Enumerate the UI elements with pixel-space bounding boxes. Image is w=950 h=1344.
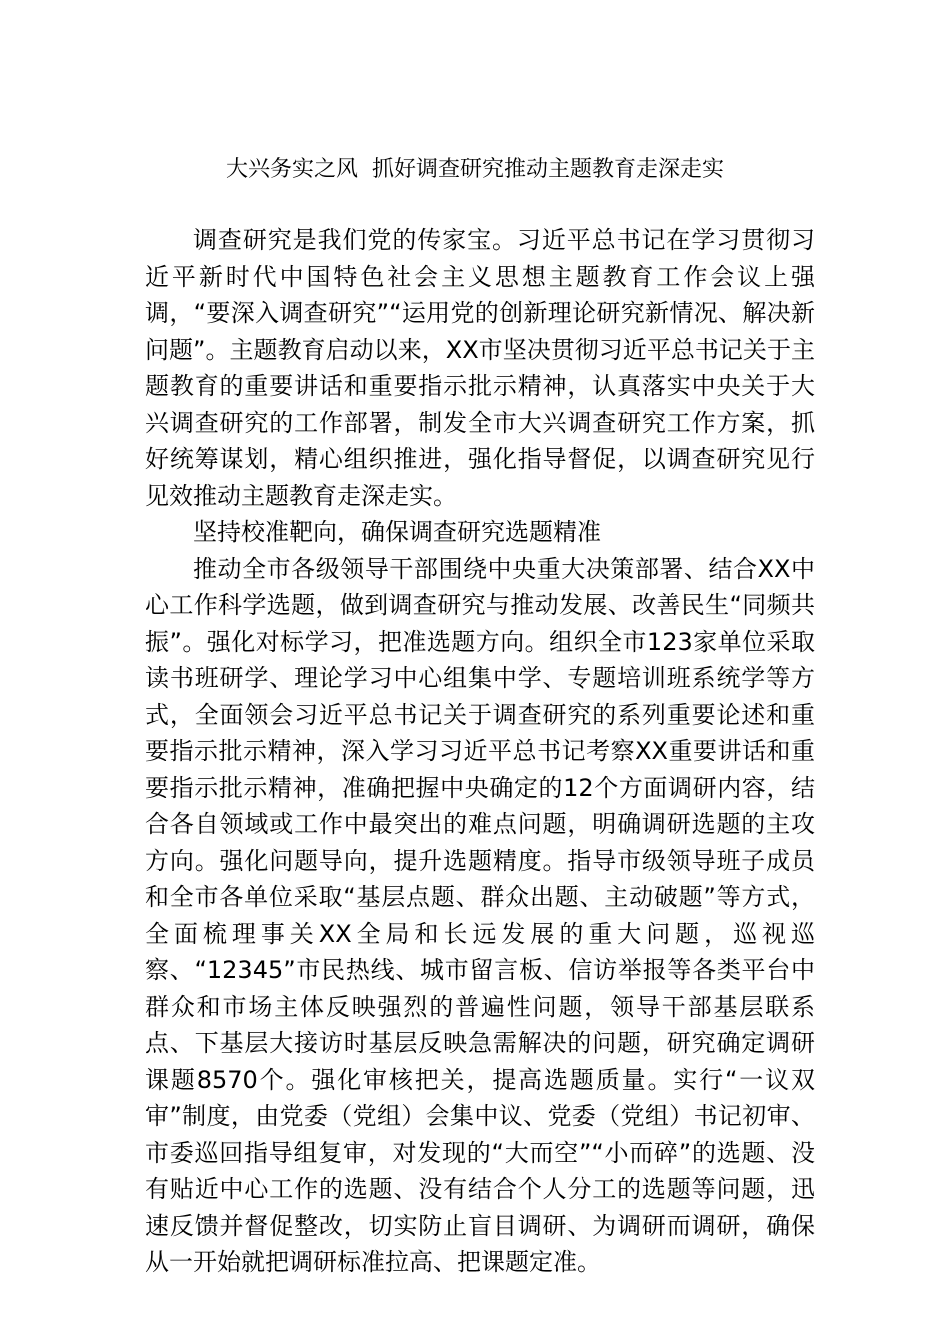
section-paragraph: 推动全市各级领导干部围绕中央重大决策部署、结合XX中心工作科学选题，做到调查研究与推动发展、改善民生“同频共振”。强化对标学习，把准选题方向。组织全市123家单位采取读书班研学、理论学习中心组集中学、专题培训班系统学等方式，全面领会习近平总书记关于调查研究的系列重要论述和重要指示批示精神，深入学习习近平总书记考察XX重要讲话和重要指示批示精神，准确把握中央确定的12个方面调研内容，结合各自领域或工作中最突出的难点问题，明确调研选题的主攻方向。强化问题导向，提升选题精度。指导市级领导班子成员和全市各单位采取“基层点题、群众出题、主动破题”等方式，全面梳理事关XX全局和长远发展的重大问题，巡视巡察、“12345”市民热线、城市留言板、信访举报等各类平台中群众和市场主体反映强烈的普遍性问题，领导干部基层联系点、下基层大接访时基层反映急需解决的问题，研究确定调研课题8570个。强化审核把关，提高选题质量。实行“一议双审”制度，由党委（党组）会集中议、党委（党组）书记初审、市委巡回指导组复审，对发现的“大而空”“小而碎”的选题、没有贴近中心工作的选题、没有结合个人分工的选题等问题，迅速反馈并督促整改，切实防止盲目调研、为调研而调研，确保从一开始就把调研标准拉高、把课题定准。 [145, 554, 815, 1276]
document-title: 大兴务实之风 抓好调查研究推动主题教育走深走实 [226, 157, 724, 182]
document-body [145, 222, 815, 1281]
intro-paragraph: 调查研究是我们党的传家宝。习近平总书记在学习贯彻习近平新时代中国特色社会主义思想主题教育工作会议上强调，“要深入调查研究”“运用党的创新理论研究新情况、解决新问题”。主题教育启动以来，XX市坚决贯彻习近平总书记关于主题教育的重要讲话和重要指示批示精神，认真落实中央关于大兴调查研究的工作部署，制发全市大兴调查研究工作方案，抓好统筹谋划，精心组织推进，强化指导督促，以调查研究见行见效推动主题教育走深走实。 [145, 226, 815, 510]
section-heading: 坚持校准靶向，确保调查研究选题精准 [193, 518, 601, 546]
